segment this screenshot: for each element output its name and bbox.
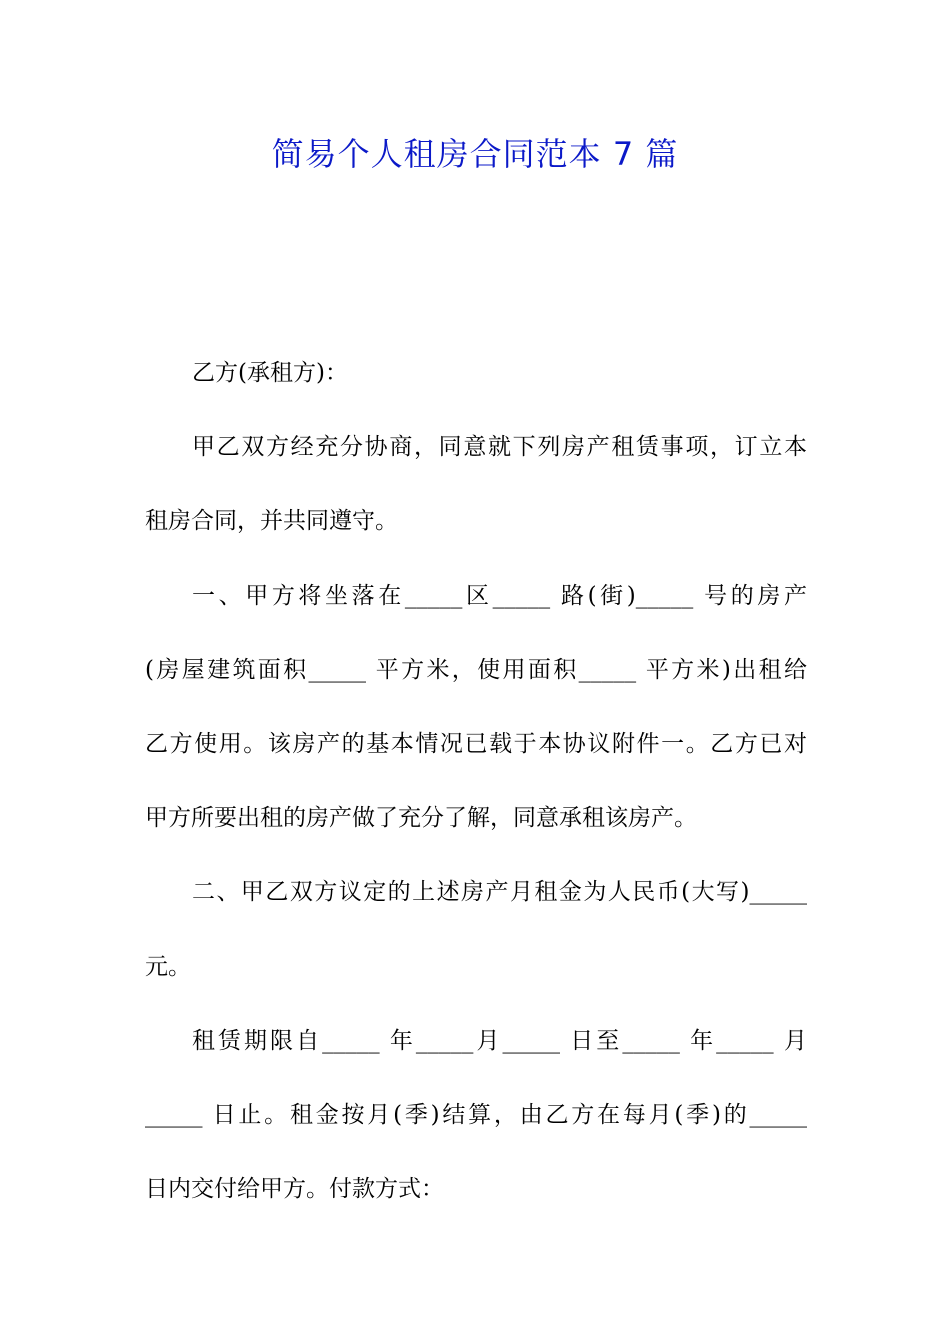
paragraph-line: 甲乙双方经充分协商，同意就下列房产租赁事项，订立本 [192, 434, 807, 461]
paragraph-line: 一、甲方将坐落在_____区_____ 路(街)_____ 号的房产 [192, 582, 807, 609]
paragraph-line: 租房合同，并共同遵守。 [145, 508, 398, 535]
paragraph-line: 租赁期限自_____ 年_____月_____ 日至_____ 年_____ 月 [192, 1027, 807, 1054]
paragraph-line: 乙方(承租方)： [192, 360, 348, 386]
paragraph-line: 二、甲乙双方议定的上述房产月租金为人民币(大写)_____ [192, 879, 807, 906]
paragraph-line: (房屋建筑面积_____ 平方米，使用面积_____ 平方米)出租给 [145, 656, 807, 683]
paragraph-line: 乙方使用。该房产的基本情况已载于本协议附件一。乙方已对 [145, 730, 807, 757]
paragraph-line: 甲方所要出租的房产做了充分了解，同意承租该房产。 [145, 805, 697, 832]
paragraph-line: 元。 [145, 953, 191, 980]
paragraph-line: _____ 日止。租金按月(季)结算，由乙方在每月(季)的_____ [145, 1101, 807, 1128]
document-title: 简易个人租房合同范本 7 篇 [271, 135, 679, 173]
document-body [145, 336, 807, 1226]
paragraph-line: 日内交付给甲方。付款方式： [145, 1176, 444, 1203]
